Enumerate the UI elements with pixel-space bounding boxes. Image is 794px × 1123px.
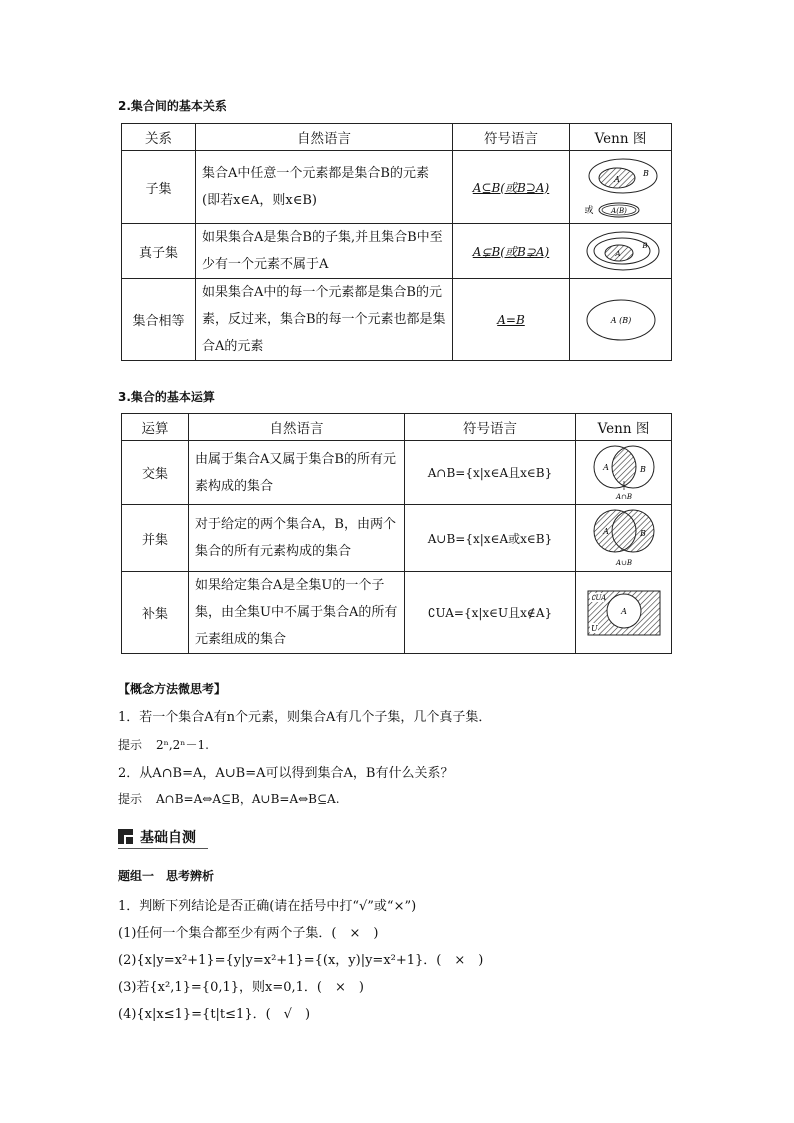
venn-label-b: B	[639, 529, 646, 538]
venn-caption: A∩B	[615, 492, 632, 501]
venn-equal-diagram	[570, 279, 672, 361]
table-row	[122, 279, 672, 361]
relation-name: 子集	[122, 151, 196, 224]
operation-name: 交集	[122, 441, 189, 505]
operation-text: 如果给定集合A是全集U的一个子集，由全集U中不属于集合A的所有元素组成的集合	[189, 572, 405, 654]
relation-symbol: A⊊B(或B⊋A)	[472, 244, 550, 259]
question-2: 2．从A∩B=A，A∪B=A可以得到集合A，B有什么关系？	[118, 766, 454, 781]
venn-label-b: B	[639, 464, 646, 474]
header-symbol-language: 符号语言	[405, 414, 576, 441]
hint-1-answer: 2ⁿ,2ⁿ－1.	[156, 738, 209, 752]
relations-table	[121, 123, 672, 361]
operations-table	[121, 413, 672, 654]
hint-label: 提示	[118, 738, 143, 752]
operation-symbol: A∪B={x|x∈A或x∈B}	[427, 531, 553, 546]
relation-text: 如果集合A中的每一个元素都是集合B的元素，反过来，集合B的每一个元素也都是集合A的元素	[196, 279, 453, 361]
operation-symbol: A∩B={x|x∈A且x∈B}	[427, 466, 553, 480]
table-header-row	[122, 124, 672, 151]
venn-label-a: A	[620, 606, 627, 616]
judge-item: (1)任何一个集合都至少有两个子集．( × )	[118, 926, 379, 941]
venn-universal-label: U	[590, 623, 598, 633]
operation-text: 由属于集合A又属于集合B的所有元素构成的集合	[189, 441, 405, 505]
relation-text: 集合A中任意一个元素都是集合B的元素(即若x∈A，则x∈B)	[196, 151, 453, 224]
table-header-row	[122, 414, 672, 441]
relation-text: 如果集合A是集合B的子集,并且集合B中至少有一个元素不属于A	[196, 224, 453, 279]
judge-item: (3)若{x²,1}={0,1}，则x=0,1．( × )	[118, 980, 364, 995]
relation-symbol: A=B	[497, 312, 525, 327]
venn-intersection-diagram	[576, 441, 672, 505]
banner-title: 基础自测	[140, 830, 196, 846]
judge-item: (4){x|x≤1}={t|t≤1}．( √ )	[118, 1007, 311, 1022]
question-1: 1．若一个集合A有n个元素，则集合A有几个子集，几个真子集．	[118, 710, 492, 725]
header-operation: 运算	[122, 414, 189, 441]
header-venn: Venn 图	[576, 414, 672, 441]
operation-name: 补集	[122, 572, 189, 654]
venn-or-label: 或	[583, 206, 594, 216]
hint-1	[118, 736, 209, 753]
venn-label-a: A	[602, 462, 609, 472]
judge-intro: 1．判断下列结论是否正确(请在括号中打“√”或“×”)	[118, 899, 417, 914]
operation-text: 对于给定的两个集合A，B，由两个集合的所有元素构成的集合	[189, 505, 405, 572]
venn-proper-subset-diagram	[570, 224, 672, 279]
header-symbol-language: 符号语言	[453, 124, 570, 151]
table-row	[122, 572, 672, 654]
relation-name: 真子集	[122, 224, 196, 279]
venn-label-a: A	[613, 175, 620, 184]
table-row	[122, 224, 672, 279]
think-title: 【概念方法微思考】	[118, 682, 227, 696]
hint-label: 提示	[118, 792, 143, 806]
venn-label-b: B	[642, 169, 649, 178]
group-title: 题组一 思考辨析	[118, 869, 215, 883]
header-natural-language: 自然语言	[189, 414, 405, 441]
operation-symbol: ∁UA={x|x∈U且x∉A}	[427, 606, 553, 620]
venn-label-a: A	[614, 250, 621, 258]
header-venn: Venn 图	[570, 124, 672, 151]
relation-name: 集合相等	[122, 279, 196, 361]
relation-symbol: A⊆B(或B⊇A)	[472, 180, 550, 195]
judge-item: (2){x|y=x²+1}={y|y=x²+1}={(x，y)|y=x²+1}．( × )	[118, 953, 484, 968]
header-relation: 关系	[122, 124, 196, 151]
venn-caption: A∪B	[615, 559, 632, 567]
venn-complement-diagram	[576, 572, 672, 654]
hint-2	[118, 790, 340, 807]
venn-complement-label: ∁UA	[590, 593, 606, 602]
section-banner	[118, 826, 208, 849]
venn-label-a: A	[602, 527, 609, 536]
section-title-relations: 2.集合间的基本关系	[118, 99, 227, 113]
venn-equal-label: A(B)	[610, 207, 627, 215]
table-row	[122, 151, 672, 224]
section-title-operations: 3.集合的基本运算	[118, 390, 215, 404]
operation-name: 并集	[122, 505, 189, 572]
venn-union-diagram	[576, 505, 672, 572]
table-row	[122, 441, 672, 505]
venn-subset-diagram	[570, 151, 672, 224]
venn-label-b: B	[641, 242, 648, 250]
hint-2-answer: A∩B=A⇔A⊆B，A∪B=A⇔B⊆A.	[156, 792, 340, 806]
header-natural-language: 自然语言	[196, 124, 453, 151]
venn-label-ab: A (B)	[610, 315, 631, 325]
table-row	[122, 505, 672, 572]
